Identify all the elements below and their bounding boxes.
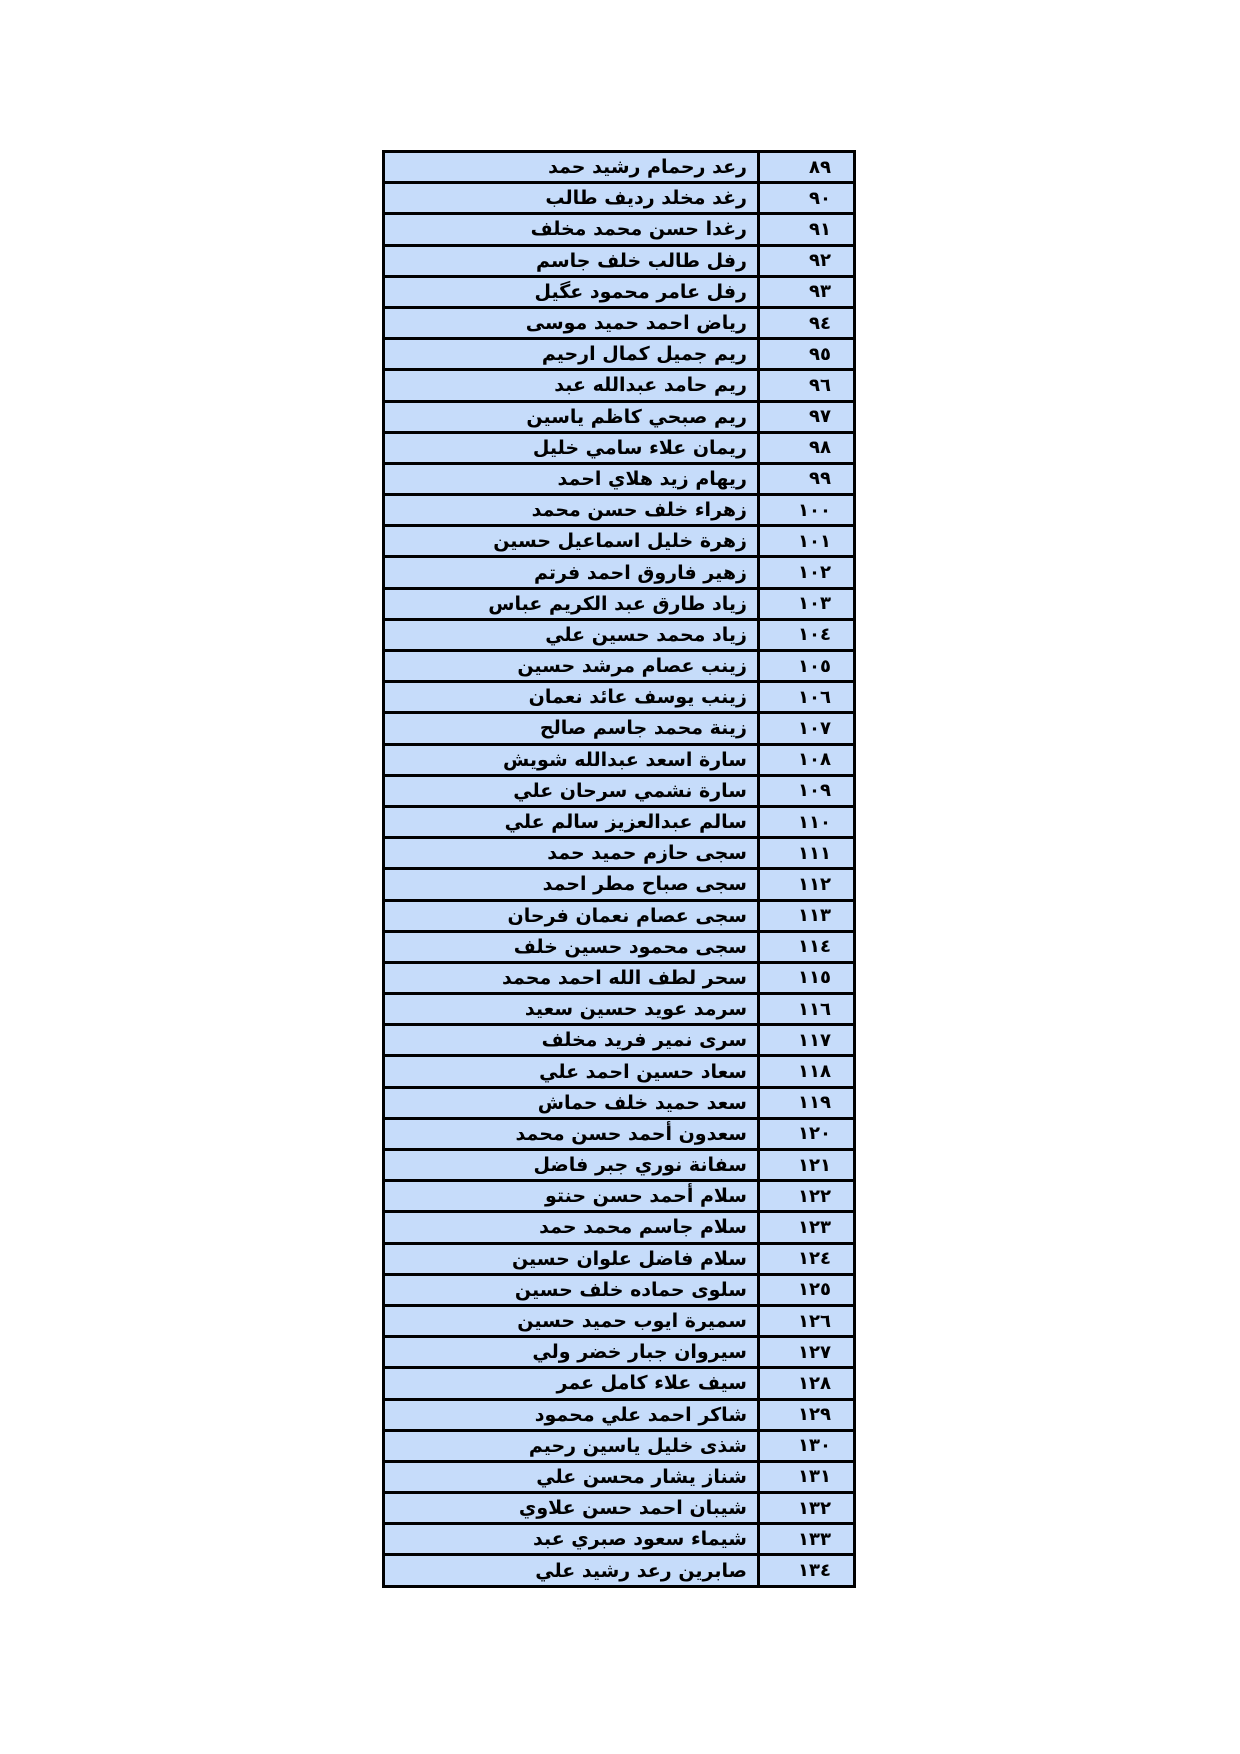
table-row [384,276,855,307]
row-number: ٩٩ [759,463,855,494]
table-row [384,1305,855,1336]
table-row [384,775,855,806]
row-name: سجى صباح مطر احمد [384,869,759,900]
table-row [384,1181,855,1212]
table-row [384,370,855,401]
row-number: ١٢٤ [759,1243,855,1274]
row-number: ٩٤ [759,307,855,338]
row-name: سلام جاسم محمد حمد [384,1212,759,1243]
row-number: ١٣١ [759,1461,855,1492]
row-name: زياد طارق عبد الكريم عباس [384,588,759,619]
row-number: ١٠٣ [759,588,855,619]
row-name: زينب عصام مرشد حسين [384,651,759,682]
table-row [384,1524,855,1555]
table-row [384,838,855,869]
row-number: ٩٣ [759,276,855,307]
row-number: ١٠٠ [759,495,855,526]
table-row [384,900,855,931]
row-number: ١٠٨ [759,744,855,775]
row-number: ١٢٢ [759,1181,855,1212]
table-row [384,1368,855,1399]
table-row [384,183,855,214]
row-name: سجى محمود حسين خلف [384,931,759,962]
row-name: سعاد حسين احمد علي [384,1056,759,1087]
row-number: ١٢١ [759,1150,855,1181]
row-number: ١١٧ [759,1025,855,1056]
table-row [384,401,855,432]
table-row [384,869,855,900]
row-number: ١١٣ [759,900,855,931]
row-name: صابرين رعد رشيد علي [384,1555,759,1586]
row-number: ١٠٥ [759,651,855,682]
table-row [384,931,855,962]
row-number: ١٣٠ [759,1430,855,1461]
row-name: ريمان علاء سامي خليل [384,432,759,463]
table-row [384,1555,855,1586]
row-number: ١١١ [759,838,855,869]
row-number: ١١٠ [759,806,855,837]
table-row [384,994,855,1025]
row-name: سيروان جبار خضر ولي [384,1337,759,1368]
table-row [384,1461,855,1492]
row-name: سفانة نوري جبر فاضل [384,1150,759,1181]
row-number: ٩٦ [759,370,855,401]
row-name: شيبان احمد حسن علاوي [384,1493,759,1524]
row-name: شذى خليل ياسين رحيم [384,1430,759,1461]
row-number: ١١٢ [759,869,855,900]
row-name: ريهام زيد هلاي احمد [384,463,759,494]
row-number: ١٢٦ [759,1305,855,1336]
row-number: ١٢٣ [759,1212,855,1243]
row-number: ١٠٤ [759,619,855,650]
row-number: ٩٧ [759,401,855,432]
table-row [384,526,855,557]
row-name: سميرة ايوب حميد حسين [384,1305,759,1336]
row-name: سعدون أحمد حسن محمد [384,1118,759,1149]
table-row [384,651,855,682]
row-name: زهراء خلف حسن محمد [384,495,759,526]
row-number: ١٠٩ [759,775,855,806]
row-name: رياض احمد حميد موسى [384,307,759,338]
table-row [384,1493,855,1524]
table-row [384,1430,855,1461]
row-number: ١٣٢ [759,1493,855,1524]
table-row [384,744,855,775]
row-name: رعد رحمام رشيد حمد [384,152,759,183]
table-row [384,152,855,183]
row-number: ٩٠ [759,183,855,214]
row-number: ١٣٣ [759,1524,855,1555]
row-name: ريم صبحي كاظم ياسين [384,401,759,432]
row-name: زينة محمد جاسم صالح [384,713,759,744]
table-row [384,463,855,494]
table-row [384,962,855,993]
row-name: رفل عامر محمود عگيل [384,276,759,307]
row-number: ١١٩ [759,1087,855,1118]
row-name: سيف علاء كامل عمر [384,1368,759,1399]
row-name: سرمد عويد حسين سعيد [384,994,759,1025]
table-row [384,806,855,837]
table-row [384,495,855,526]
row-name: زياد محمد حسين علي [384,619,759,650]
row-number: ٨٩ [759,152,855,183]
table-row [384,682,855,713]
row-name: سلام فاضل علوان حسين [384,1243,759,1274]
table-row [384,557,855,588]
row-name: شناز يشار محسن علي [384,1461,759,1492]
table-row [384,245,855,276]
row-name: سرى نمير فريد مخلف [384,1025,759,1056]
row-number: ١١٥ [759,962,855,993]
table-row [384,588,855,619]
row-number: ١٢٥ [759,1274,855,1305]
table-row [384,1118,855,1149]
row-name: سارة نشمي سرحان علي [384,775,759,806]
row-name: سجى عصام نعمان فرحان [384,900,759,931]
table-row [384,1274,855,1305]
row-name: رغد مخلد رديف طالب [384,183,759,214]
row-number: ١٠٦ [759,682,855,713]
row-number: ١٢٠ [759,1118,855,1149]
row-name: شاكر احمد علي محمود [384,1399,759,1430]
row-number: ٩٨ [759,432,855,463]
row-number: ١١٨ [759,1056,855,1087]
row-number: ١٠١ [759,526,855,557]
table-row [384,432,855,463]
row-name: سارة اسعد عبدالله شويش [384,744,759,775]
table-row [384,1056,855,1087]
table-row [384,1025,855,1056]
row-number: ١٢٨ [759,1368,855,1399]
table-row [384,1337,855,1368]
table-row [384,339,855,370]
row-number: ١٠٧ [759,713,855,744]
row-name: ريم جميل كمال ارحيم [384,339,759,370]
row-name: ريم حامد عبدالله عبد [384,370,759,401]
table-row [384,713,855,744]
row-name: رغدا حسن محمد مخلف [384,214,759,245]
row-number: ٩٢ [759,245,855,276]
row-name: سلام أحمد حسن حنتو [384,1181,759,1212]
table-row [384,1399,855,1430]
row-name: رفل طالب خلف جاسم [384,245,759,276]
table-row [384,307,855,338]
row-name: سلوى حماده خلف حسين [384,1274,759,1305]
row-name: زينب يوسف عائد نعمان [384,682,759,713]
row-number: ١١٤ [759,931,855,962]
row-number: ١١٦ [759,994,855,1025]
row-number: ١٠٢ [759,557,855,588]
row-name: زهير فاروق احمد فرتم [384,557,759,588]
table-row [384,1243,855,1274]
row-name: سعد حميد خلف حماش [384,1087,759,1118]
table-row [384,1212,855,1243]
row-number: ١٢٩ [759,1399,855,1430]
row-name: سالم عبدالعزيز سالم علي [384,806,759,837]
row-name: سجى حازم حميد حمد [384,838,759,869]
row-number: ١٣٤ [759,1555,855,1586]
names-table-body [384,152,855,1587]
row-name: سحر لطف الله احمد محمد [384,962,759,993]
table-row [384,1150,855,1181]
row-name: شيماء سعود صبري عبد [384,1524,759,1555]
row-number: ١٢٧ [759,1337,855,1368]
row-name: زهرة خليل اسماعيل حسين [384,526,759,557]
names-table [382,150,856,1588]
row-number: ٩٥ [759,339,855,370]
table-row [384,619,855,650]
table-row [384,1087,855,1118]
table-row [384,214,855,245]
row-number: ٩١ [759,214,855,245]
